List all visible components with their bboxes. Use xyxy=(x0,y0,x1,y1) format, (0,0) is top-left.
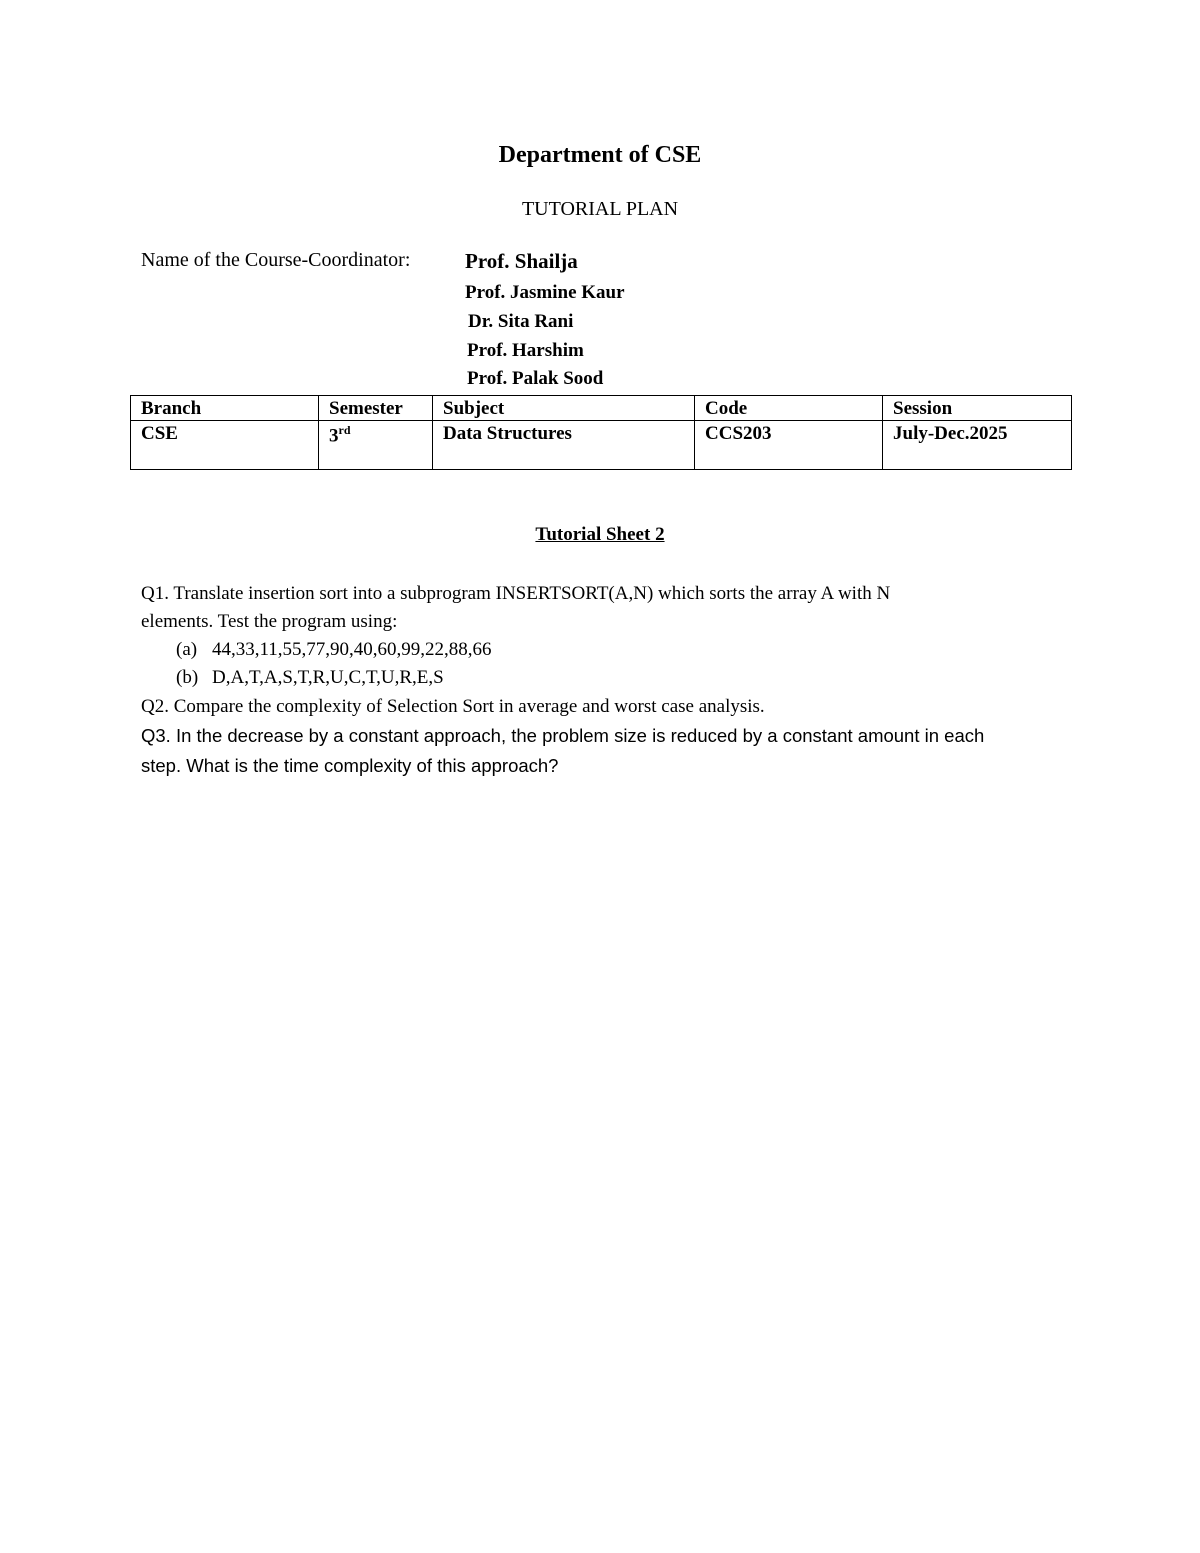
cell-semester xyxy=(319,421,433,470)
header-subject: Subject xyxy=(433,396,695,421)
coordinator-name: Dr. Sita Rani xyxy=(468,311,574,332)
sheet-title: Tutorial Sheet 2 xyxy=(535,524,665,545)
coordinator-label: Name of the Course-Coordinator: xyxy=(141,249,411,271)
table-row xyxy=(131,421,1072,470)
cell-session: July-Dec.2025 xyxy=(883,421,1072,470)
coordinator-name: Prof. Palak Sood xyxy=(467,368,604,389)
item-marker: (a) xyxy=(176,639,198,660)
question-3-line-1: Q3. In the decrease by a constant approach, the problem size is reduced by a constant amount in each xyxy=(141,725,985,746)
plan-title: TUTORIAL PLAN xyxy=(521,198,679,220)
question-1-line-1: Q1. Translate insertion sort into a subprogram INSERTSORT(A,N) which sorts the array A with N xyxy=(141,583,891,604)
header-code: Code xyxy=(695,396,883,421)
item-text: D,A,T,A,S,T,R,U,C,T,U,R,E,S xyxy=(212,667,444,688)
cell-branch: CSE xyxy=(131,421,319,470)
table-header-row xyxy=(131,396,1072,421)
cell-code: CCS203 xyxy=(695,421,883,470)
header-semester: Semester xyxy=(319,396,433,421)
course-info-table xyxy=(130,395,1072,470)
question-1-item-a xyxy=(176,639,492,661)
semester-number: 3 xyxy=(329,425,339,447)
header-session: Session xyxy=(883,396,1072,421)
item-marker: (b) xyxy=(176,667,199,688)
item-text: 44,33,11,55,77,90,40,60,99,22,88,66 xyxy=(212,639,492,660)
question-3-line-2: step. What is the time complexity of this approach? xyxy=(141,755,559,776)
question-2: Q2. Compare the complexity of Selection Sort in average and worst case analysis. xyxy=(141,696,765,717)
header-branch: Branch xyxy=(131,396,319,421)
question-1-item-b xyxy=(176,667,444,689)
coordinator-name: Prof. Harshim xyxy=(467,340,584,361)
question-1-line-2: elements. Test the program using: xyxy=(141,611,398,632)
coordinator-name: Prof. Jasmine Kaur xyxy=(465,282,625,303)
department-title: Department of CSE xyxy=(498,142,702,168)
semester-suffix: rd xyxy=(338,423,351,437)
coordinator-name: Prof. Shailja xyxy=(465,249,578,273)
cell-subject: Data Structures xyxy=(433,421,695,470)
